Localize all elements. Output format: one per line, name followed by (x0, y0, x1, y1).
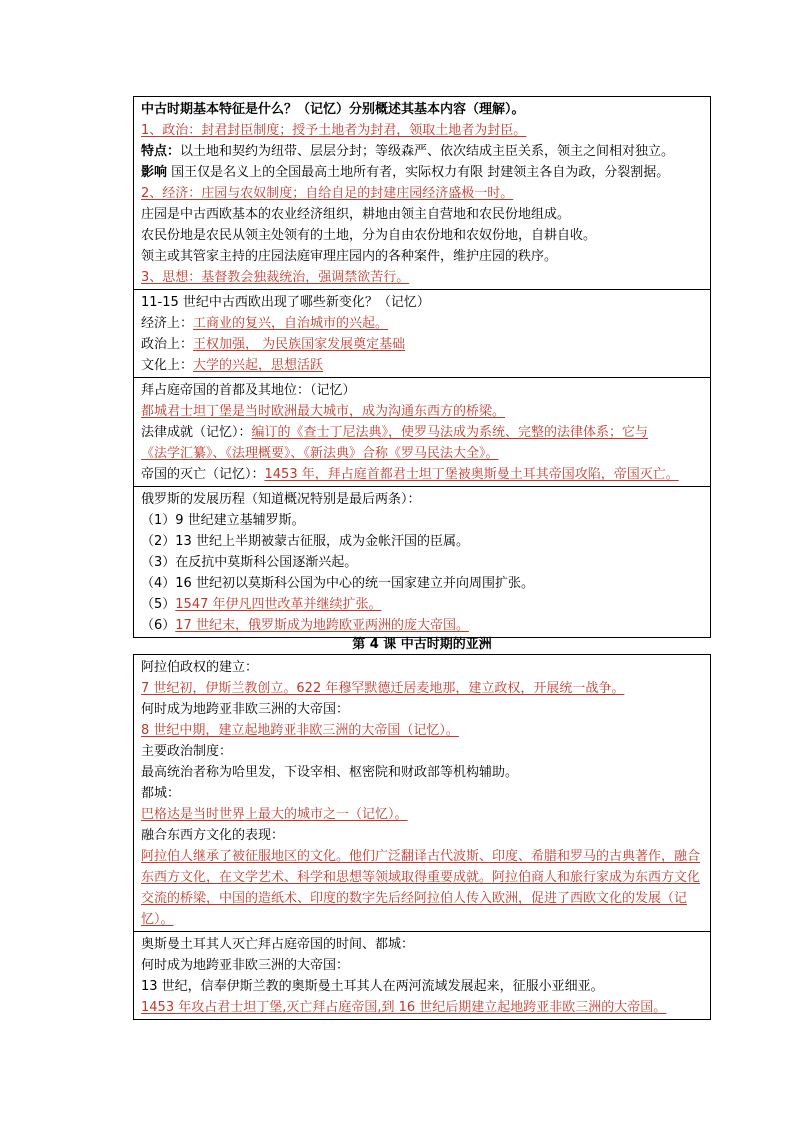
body-text: 融合东西方文化的表现： (141, 828, 285, 843)
text-line (141, 741, 705, 762)
cell-russia (134, 487, 710, 638)
body-text: 中古时期基本特征是什么？（记忆）分别概述其基本内容（理解）。 (141, 102, 525, 117)
cell-arab-empire (134, 655, 710, 932)
highlight-text: 1547 年伊凡四世改革并继续扩张。 (175, 597, 382, 612)
text-line (141, 401, 705, 422)
cell-ottoman (134, 932, 710, 1020)
highlight-text: 1、政治：封君封臣制度；授予土地者为封君，领取土地者为封臣。 (141, 123, 527, 138)
body-text: 何时成为地跨亚非欧三洲的大帝国： (141, 702, 350, 717)
highlight-text: 1453 年攻占君士坦丁堡,灭亡拜占庭帝国,到 16 世纪后期建立起地跨亚非欧三洲的大帝国。 (141, 1000, 667, 1015)
text-line (141, 934, 705, 955)
text-line (141, 657, 705, 678)
text-line (141, 976, 705, 997)
cell-feudal-features (134, 97, 710, 290)
highlight-text: 阿拉伯人继承了被征服地区的文化。他们广泛翻译古代波斯、印度、希腊和罗马的古典著作，融合东西方文化，在文学艺术、科学和思想等领域取得重要成就。阿拉伯商人和旅行家成为东西方文化交流的桥梁，中国的造纸术、印度的数字先后经阿拉伯人传入欧洲，促进了西欧文化的发展（记忆）。 (141, 849, 701, 927)
text-line (141, 615, 705, 636)
body-text: （6） (141, 618, 176, 633)
text-line (141, 531, 705, 552)
body-text: 特点： (141, 144, 181, 159)
highlight-text: 工商业的复兴，自治城市的兴起。 (193, 316, 389, 331)
body-text: 影响 (141, 165, 168, 180)
text-line (141, 120, 705, 141)
cell-byzantine (134, 378, 710, 487)
highlight-text: 7 世纪初，伊斯兰教创立。622 年穆罕默德迁居麦地那，建立政权，开展统一战争。 (141, 681, 625, 696)
body-text: （1）9 世纪建立基辅罗斯。 (141, 513, 305, 528)
text-line (141, 334, 705, 355)
body-text: 俄罗斯的发展历程（知道概况特别是最后两条）： (141, 492, 421, 507)
text-line (141, 510, 705, 531)
highlight-text: 都城君士坦丁堡是当时欧洲最大城市，成为沟通东西方的桥梁。 (141, 404, 506, 419)
highlight-text: 8 世纪中期，建立起地跨亚非欧三洲的大帝国（记忆）。 (141, 723, 459, 738)
body-text: 领主或其管家主持的庄园法庭审理庄园内的各种案件，维护庄园的秩序。 (141, 249, 558, 264)
body-text: 经济上： (141, 316, 194, 331)
text-line (141, 99, 705, 120)
body-text: 拜占庭帝国的首都及其地位：（记忆） (141, 383, 356, 398)
text-line (141, 162, 705, 183)
highlight-text: 2、经济：庄园与农奴制度；自给自足的封建庄园经济盛极一时。 (141, 186, 514, 201)
text-line (141, 720, 705, 741)
body-text: 以土地和契约为纽带、层层分封；等级森严、依次结成主臣关系，领主之间相对独立。 (180, 144, 675, 159)
body-text: 最高统治者称为哈里发，下设宰相、枢密院和财政部等机构辅助。 (141, 765, 519, 780)
highlight-text: 《法学汇纂》、《法理概要》、《新法典》合称《罗马民法大全》。 (141, 446, 499, 461)
body-text: 都城： (141, 786, 181, 801)
text-line (141, 552, 705, 573)
text-line (141, 489, 705, 510)
text-line (141, 267, 705, 288)
body-text: 11-15 世纪中古西欧出现了哪些新变化？（记忆） (141, 295, 430, 310)
text-line (141, 825, 705, 846)
text-line (141, 246, 705, 267)
body-text: 帝国的灭亡（记忆）： (141, 467, 265, 482)
text-line (141, 573, 705, 594)
body-text: （2）13 世纪上半期被蒙古征服，成为金帐汗国的臣属。 (141, 534, 469, 549)
highlight-text: 大学的兴起，思想活跃 (193, 358, 324, 373)
text-line (141, 355, 705, 376)
highlight-text: 巴格达是当时世界上最大的城市之一（记忆）。 (141, 807, 408, 822)
text-line (141, 183, 705, 204)
table-block-1 (133, 96, 711, 638)
text-line (141, 804, 705, 825)
body-text: 13 世纪，信奉伊斯兰教的奥斯曼土耳其人在两河流域发展起来，征服小亚细亚。 (141, 979, 604, 994)
body-text: 何时成为地跨亚非欧三洲的大帝国： (141, 958, 350, 973)
body-text: 法律成就（记忆）： (141, 425, 252, 440)
body-text: 国王仅是名义上的全国最高土地所有者，实际权力有限 封建领主各自为政，分裂割据。 (167, 165, 670, 180)
text-line (141, 678, 705, 699)
text-line (141, 422, 705, 443)
body-text: （3）在反抗中莫斯科公国逐渐兴起。 (141, 555, 358, 570)
cell-new-changes (134, 290, 710, 378)
highlight-text: 17 世纪末，俄罗斯成为地跨欧亚两洲的庞大帝国。 (175, 618, 469, 633)
text-line (141, 464, 705, 485)
text-line (141, 762, 705, 783)
table-block-2 (133, 654, 711, 1020)
text-line (141, 846, 705, 930)
highlight-text: 3、思想：基督教会独裁统治，强调禁欲苦行。 (141, 270, 410, 285)
body-text: （5） (141, 597, 176, 612)
text-line (141, 594, 705, 615)
body-text: （4）16 世纪初以莫斯科公国为中心的统一国家建立并向周围扩张。 (141, 576, 534, 591)
text-line (141, 783, 705, 804)
text-line (141, 380, 705, 401)
highlight-text: 编订的《查士丁尼法典》，使罗马法成为系统、完整的法律体系；它与 (251, 425, 649, 440)
body-text: 奥斯曼土耳其人灭亡拜占庭帝国的时间、都城： (141, 937, 415, 952)
text-line (141, 699, 705, 720)
body-text: 政治上： (141, 337, 194, 352)
text-line (141, 141, 705, 162)
body-text: 文化上： (141, 358, 194, 373)
body-text: 庄园是中古西欧基本的农业经济组织，耕地由领主自营地和农民份地组成。 (141, 207, 571, 222)
body-text: 主要政治制度： (141, 744, 233, 759)
lesson-title: 第 4 课 中古时期的亚洲 (352, 637, 492, 652)
body-text: 阿拉伯政权的建立： (141, 660, 259, 675)
highlight-text: 1453 年，拜占庭首都君士坦丁堡被奥斯曼土耳其帝国攻陷，帝国灭亡。 (264, 467, 679, 482)
text-line (141, 225, 705, 246)
highlight-text: 王权加强， 为民族国家发展奠定基础 (193, 337, 406, 352)
text-line (141, 292, 705, 313)
text-line (141, 955, 705, 976)
text-line (141, 443, 705, 464)
text-line (141, 204, 705, 225)
body-text: 农民份地是农民从领主处领有的土地，分为自由农份地和农奴份地，自耕自收。 (141, 228, 597, 243)
text-line (141, 313, 705, 334)
text-line (141, 997, 705, 1018)
